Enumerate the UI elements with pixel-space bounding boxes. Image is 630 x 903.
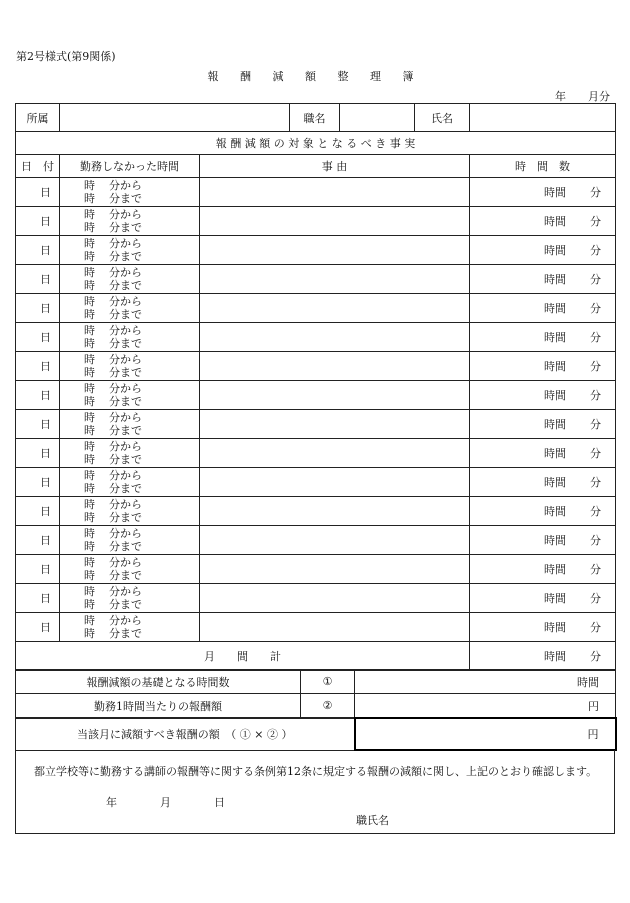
minutes-unit: 分 [590,534,602,547]
info-row [16,104,616,132]
from-hour: 時 [84,527,95,540]
to-minute: 分まで [109,395,142,408]
record-reason[interactable] [200,526,470,555]
from-minute: 分から [109,585,142,598]
hours-unit: 時間 [544,360,567,373]
record-day[interactable] [16,555,60,584]
record-hours[interactable] [470,497,616,526]
record-row [16,584,616,613]
from-hour: 時 [84,469,95,482]
base-hours-mark: ① [301,670,355,694]
hours-unit: 時間 [544,186,567,199]
record-time[interactable] [60,526,200,555]
base-hours-label: 報酬減額の基礎となる時間数 [16,670,301,694]
hours-unit: 時間 [544,215,567,228]
position-field[interactable] [340,104,415,132]
to-hour: 時 [84,569,95,582]
record-row [16,236,616,265]
to-minute: 分まで [109,627,142,640]
name-field[interactable] [470,104,616,132]
page-title: 報 酬 減 額 整 理 簿 [207,70,423,83]
hours-unit: 時間 [544,331,567,344]
from-hour: 時 [84,440,95,453]
record-day[interactable] [16,352,60,381]
record-row [16,555,616,584]
base-hours-row [16,670,616,694]
affiliation-label: 所属 [16,104,60,132]
from-hour: 時 [84,614,95,627]
record-hours[interactable] [470,236,616,265]
day-unit: 日 [40,273,51,286]
from-hour: 時 [84,382,95,395]
record-hours[interactable] [470,294,616,323]
minutes-unit: 分 [590,389,602,402]
record-row [16,178,616,207]
minutes-unit: 分 [590,621,602,634]
to-hour: 時 [84,221,95,234]
record-hours[interactable] [470,207,616,236]
hours-unit: 時間 [544,621,567,634]
record-row [16,352,616,381]
hours-unit: 時間 [544,505,567,518]
record-time[interactable] [60,207,200,236]
record-day[interactable] [16,381,60,410]
hours-unit: 時間 [544,244,567,257]
record-reason[interactable] [200,497,470,526]
records-table [15,103,616,671]
record-reason[interactable] [200,584,470,613]
record-time[interactable] [60,294,200,323]
record-row [16,207,616,236]
hourly-rate-label: 勤務1時間当たりの報酬額 [16,694,301,718]
calc-table [15,669,616,718]
record-row [16,439,616,468]
record-row [16,323,616,352]
hours-unit: 時間 [544,476,567,489]
record-row [16,381,616,410]
to-hour: 時 [84,192,95,205]
from-minute: 分から [109,208,142,221]
minutes-unit: 分 [590,505,602,518]
col-date: 日 付 [16,155,60,178]
record-time[interactable] [60,497,200,526]
minutes-unit: 分 [590,476,602,489]
day-unit: 日 [40,447,51,460]
record-day[interactable] [16,468,60,497]
from-minute: 分から [109,440,142,453]
record-day[interactable] [16,410,60,439]
minutes-unit: 分 [590,650,602,663]
record-reason[interactable] [200,323,470,352]
deduction-unit: 円 [587,728,599,741]
hours-unit: 時間 [544,563,567,576]
from-hour: 時 [84,556,95,569]
hourly-rate-mark: ② [301,694,355,718]
to-hour: 時 [84,453,95,466]
record-reason[interactable] [200,439,470,468]
day-unit: 日 [40,476,51,489]
confirmation-box [15,750,615,834]
record-reason[interactable] [200,410,470,439]
record-time[interactable] [60,613,200,642]
day-unit: 日 [40,331,51,344]
base-hours-unit: 時間 [577,675,599,689]
to-hour: 時 [84,395,95,408]
to-hour: 時 [84,424,95,437]
record-row [16,526,616,555]
record-hours[interactable] [470,468,616,497]
record-day[interactable] [16,265,60,294]
record-row [16,497,616,526]
date-year: 年 [106,796,117,809]
day-unit: 日 [40,360,51,373]
to-hour: 時 [84,627,95,640]
record-row [16,265,616,294]
record-time[interactable] [60,236,200,265]
day-unit: 日 [40,621,51,634]
from-minute: 分から [109,527,142,540]
hours-unit: 時間 [544,447,567,460]
hours-unit: 時間 [544,592,567,605]
name-label: 氏名 [415,104,470,132]
record-time[interactable] [60,584,200,613]
record-day[interactable] [16,497,60,526]
to-minute: 分まで [109,337,142,350]
from-minute: 分から [109,179,142,192]
deduction-label: 当該月に減額すべき報酬の額 （ ① × ② ） [16,718,355,750]
to-hour: 時 [84,540,95,553]
confirmation-text: 都立学校等に勤務する講師の報酬等に関する条例第12条に規定する報酬の減額に関し、上記のとおり確認します。 [34,765,598,778]
record-hours[interactable] [470,381,616,410]
record-row [16,613,616,642]
record-day[interactable] [16,323,60,352]
section-title-row [16,132,616,155]
record-hours[interactable] [470,584,616,613]
record-reason[interactable] [200,294,470,323]
day-unit: 日 [40,215,51,228]
record-time[interactable] [60,381,200,410]
from-minute: 分から [109,498,142,511]
column-header-row [16,155,616,178]
record-hours[interactable] [470,178,616,207]
to-minute: 分まで [109,598,142,611]
from-hour: 時 [84,208,95,221]
col-hours: 時 間 数 [470,155,616,178]
hours-unit: 時間 [544,418,567,431]
record-hours[interactable] [470,352,616,381]
to-hour: 時 [84,308,95,321]
record-row [16,294,616,323]
to-minute: 分まで [109,221,142,234]
minutes-unit: 分 [590,273,602,286]
from-minute: 分から [109,556,142,569]
minutes-unit: 分 [590,302,602,315]
record-time[interactable] [60,323,200,352]
monthly-total-label: 月 間 計 [16,642,470,671]
from-minute: 分から [109,382,142,395]
to-minute: 分まで [109,511,142,524]
day-unit: 日 [40,505,51,518]
to-hour: 時 [84,337,95,350]
date-day: 日 [214,796,225,809]
day-unit: 日 [40,592,51,605]
from-minute: 分から [109,353,142,366]
from-minute: 分から [109,324,142,337]
record-day[interactable] [16,178,60,207]
to-minute: 分まで [109,569,142,582]
form-number: 第2号様式(第9関係) [16,50,116,63]
to-hour: 時 [84,511,95,524]
deduction-table [15,717,617,751]
minutes-unit: 分 [590,592,602,605]
section-title: 報 酬 減 額 の 対 象 と な る べ き 事 実 [16,132,616,155]
hourly-rate-value[interactable] [355,694,616,718]
to-minute: 分まで [109,540,142,553]
month-label: 月分 [588,90,610,103]
day-unit: 日 [40,418,51,431]
from-hour: 時 [84,411,95,424]
to-hour: 時 [84,366,95,379]
day-unit: 日 [40,302,51,315]
col-reason: 事 由 [200,155,470,178]
record-row [16,468,616,497]
from-minute: 分から [109,411,142,424]
record-reason[interactable] [200,613,470,642]
record-reason[interactable] [200,207,470,236]
record-reason[interactable] [200,265,470,294]
day-unit: 日 [40,244,51,257]
record-time[interactable] [60,555,200,584]
hours-unit: 時間 [544,650,567,663]
record-reason[interactable] [200,555,470,584]
record-row [16,410,616,439]
hours-unit: 時間 [544,302,567,315]
to-hour: 時 [84,279,95,292]
record-reason[interactable] [200,468,470,497]
monthly-total-hours[interactable] [470,642,616,671]
col-time: 勤務しなかった時間 [60,155,200,178]
from-minute: 分から [109,295,142,308]
to-hour: 時 [84,482,95,495]
position-label: 職名 [290,104,340,132]
day-unit: 日 [40,389,51,402]
hours-unit: 時間 [544,389,567,402]
record-time[interactable] [60,410,200,439]
from-hour: 時 [84,324,95,337]
to-hour: 時 [84,250,95,263]
to-minute: 分まで [109,279,142,292]
date-month: 月 [160,796,171,809]
to-minute: 分まで [109,192,142,205]
year-label: 年 [555,90,566,103]
record-time[interactable] [60,178,200,207]
record-time[interactable] [60,352,200,381]
record-day[interactable] [16,236,60,265]
record-hours[interactable] [470,555,616,584]
from-minute: 分から [109,266,142,279]
minutes-unit: 分 [590,244,602,257]
minutes-unit: 分 [590,215,602,228]
deduction-row [16,718,616,750]
record-reason[interactable] [200,178,470,207]
deduction-value[interactable] [355,718,616,750]
record-time[interactable] [60,265,200,294]
confirmer-name-label: 職氏名 [356,814,389,827]
record-day[interactable] [16,526,60,555]
to-minute: 分まで [109,453,142,466]
to-minute: 分まで [109,250,142,263]
to-minute: 分まで [109,424,142,437]
day-unit: 日 [40,534,51,547]
from-minute: 分から [109,614,142,627]
record-day[interactable] [16,207,60,236]
minutes-unit: 分 [590,186,602,199]
from-hour: 時 [84,295,95,308]
hourly-rate-row [16,694,616,718]
hours-unit: 時間 [544,273,567,286]
record-hours[interactable] [470,613,616,642]
from-minute: 分から [109,469,142,482]
record-hours[interactable] [470,265,616,294]
from-minute: 分から [109,237,142,250]
to-minute: 分まで [109,482,142,495]
day-unit: 日 [40,186,51,199]
record-day[interactable] [16,613,60,642]
monthly-total-row [16,642,616,671]
record-day[interactable] [16,294,60,323]
record-time[interactable] [60,439,200,468]
from-hour: 時 [84,237,95,250]
record-day[interactable] [16,439,60,468]
affiliation-field[interactable] [60,104,290,132]
record-hours[interactable] [470,323,616,352]
record-reason[interactable] [200,236,470,265]
minutes-unit: 分 [590,418,602,431]
base-hours-value[interactable] [355,670,616,694]
record-hours[interactable] [470,439,616,468]
to-minute: 分まで [109,308,142,321]
day-unit: 日 [40,563,51,576]
record-reason[interactable] [200,352,470,381]
from-hour: 時 [84,179,95,192]
record-time[interactable] [60,468,200,497]
to-minute: 分まで [109,366,142,379]
from-hour: 時 [84,498,95,511]
record-hours[interactable] [470,526,616,555]
from-hour: 時 [84,585,95,598]
hourly-rate-unit: 円 [588,699,599,713]
confirmation-date [106,794,268,810]
from-hour: 時 [84,266,95,279]
from-hour: 時 [84,353,95,366]
minutes-unit: 分 [590,563,602,576]
hours-unit: 時間 [544,534,567,547]
to-hour: 時 [84,598,95,611]
minutes-unit: 分 [590,447,602,460]
record-reason[interactable] [200,381,470,410]
record-day[interactable] [16,584,60,613]
minutes-unit: 分 [590,360,602,373]
record-hours[interactable] [470,410,616,439]
minutes-unit: 分 [590,331,602,344]
year-month [533,88,610,104]
